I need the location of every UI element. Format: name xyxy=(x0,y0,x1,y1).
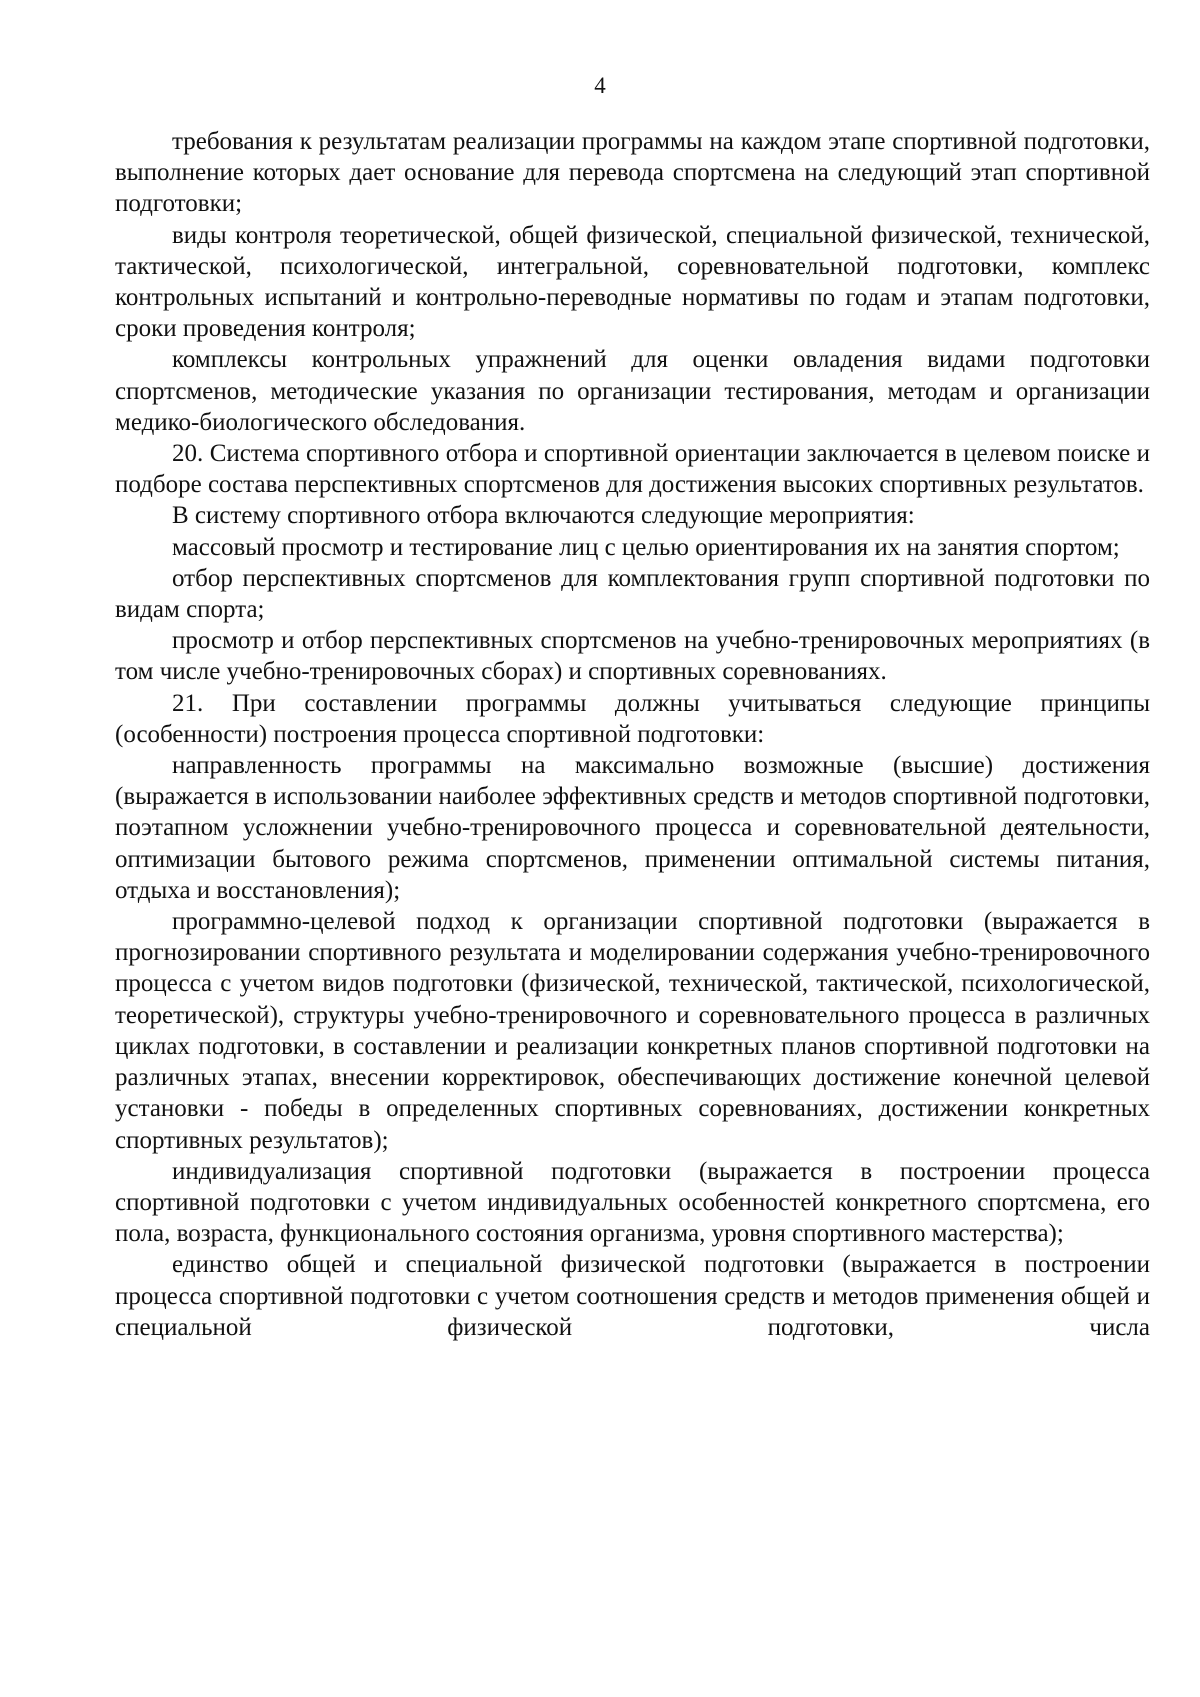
paragraph-control-types: виды контроля теоретической, общей физической, специальной физической, технической, тактической, психологической, интегральной, соревновательной подготовки, комплекс контрольных испытаний и контрольно-переводные нормативы по годам и этапам подготовки, сроки проведения контроля; xyxy=(115,221,1150,343)
paragraph-control-exercises: комплексы контрольных упражнений для оценки овладения видами подготовки спортсменов, методические указания по организации тестирования, методам и организации медико-биологического обследования. xyxy=(115,346,1150,436)
paragraph-mass-screening: массовый просмотр и тестирование лиц с целью ориентирования их на занятия спортом; xyxy=(172,533,1120,561)
paragraph-athlete-selection: отбор перспективных спортсменов для комплектования групп спортивной подготовки по видам спорта; xyxy=(115,564,1150,624)
paragraph-training-camps: просмотр и отбор перспективных спортсменов на учебно-тренировочных мероприятиях (в том числе учебно-тренировочных сборах) и спортивных соревнованиях. xyxy=(115,627,1150,686)
document-body xyxy=(115,126,1150,1343)
paragraph-item-20: 20. Система спортивного отбора и спортивной ориентации заключается в целевом поиске и подборе состава перспективных спортсменов для достижения высоких спортивных результатов. xyxy=(115,440,1150,499)
paragraph-item-21: 21. При составлении программы должны учитываться следующие принципы (особенности) построения процесса спортивной подготовки: xyxy=(115,689,1150,748)
paragraph-general-special-unity: единство общей и специальной физической подготовки (выражается в построении процесса спортивной подготовки с учетом соотношения средств и методов применения общей и специальной физической подготовки, числа xyxy=(115,1251,1150,1341)
paragraph-selection-intro: В систему спортивного отбора включаются следующие мероприятия: xyxy=(172,502,915,530)
paragraph-individualization: индивидуализация спортивной подготовки (выражается в построении процесса спортивной подготовки с учетом индивидуальных особенностей конкретного спортсмена, его пола, возраста, функционального состояния организма, уровня спортивного мастерства); xyxy=(115,1157,1150,1248)
paragraph-max-achievements: направленность программы на максимально возможные (высшие) достижения (выражается в использовании наиболее эффективных средств и методов спортивной подготовки, поэтапном усложнении учебно-тренировочного процесса и соревновательной деятельности, оптимизации бытового режима спортсменов, применении оптимальной системы питания, отдыха и восстановления); xyxy=(115,752,1150,904)
paragraph-target-approach: программно-целевой подход к организации спортивной подготовки (выражается в прогнозировании спортивного результата и моделировании содержания учебно-тренировочного процесса с учетом видов подготовки (физической, технической, тактической, психологической, теоретической), структуры учебно-тренировочного и соревновательного процесса в различных циклах подготовки, в составлении и реализации конкретных планов спортивной подготовки на различных этапах, внесении корректировок, обеспечивающих достижение конечной целевой установки - победы в определенных спортивных соревнованиях, достижении конкретных спортивных результатов); xyxy=(115,908,1150,1154)
paragraph-requirements: требования к результатам реализации программы на каждом этапе спортивной подготовки, выполнение которых дает основание для перевода спортсмена на следующий этап спортивной подготовки; xyxy=(115,128,1150,218)
page-number: 4 xyxy=(594,73,606,98)
